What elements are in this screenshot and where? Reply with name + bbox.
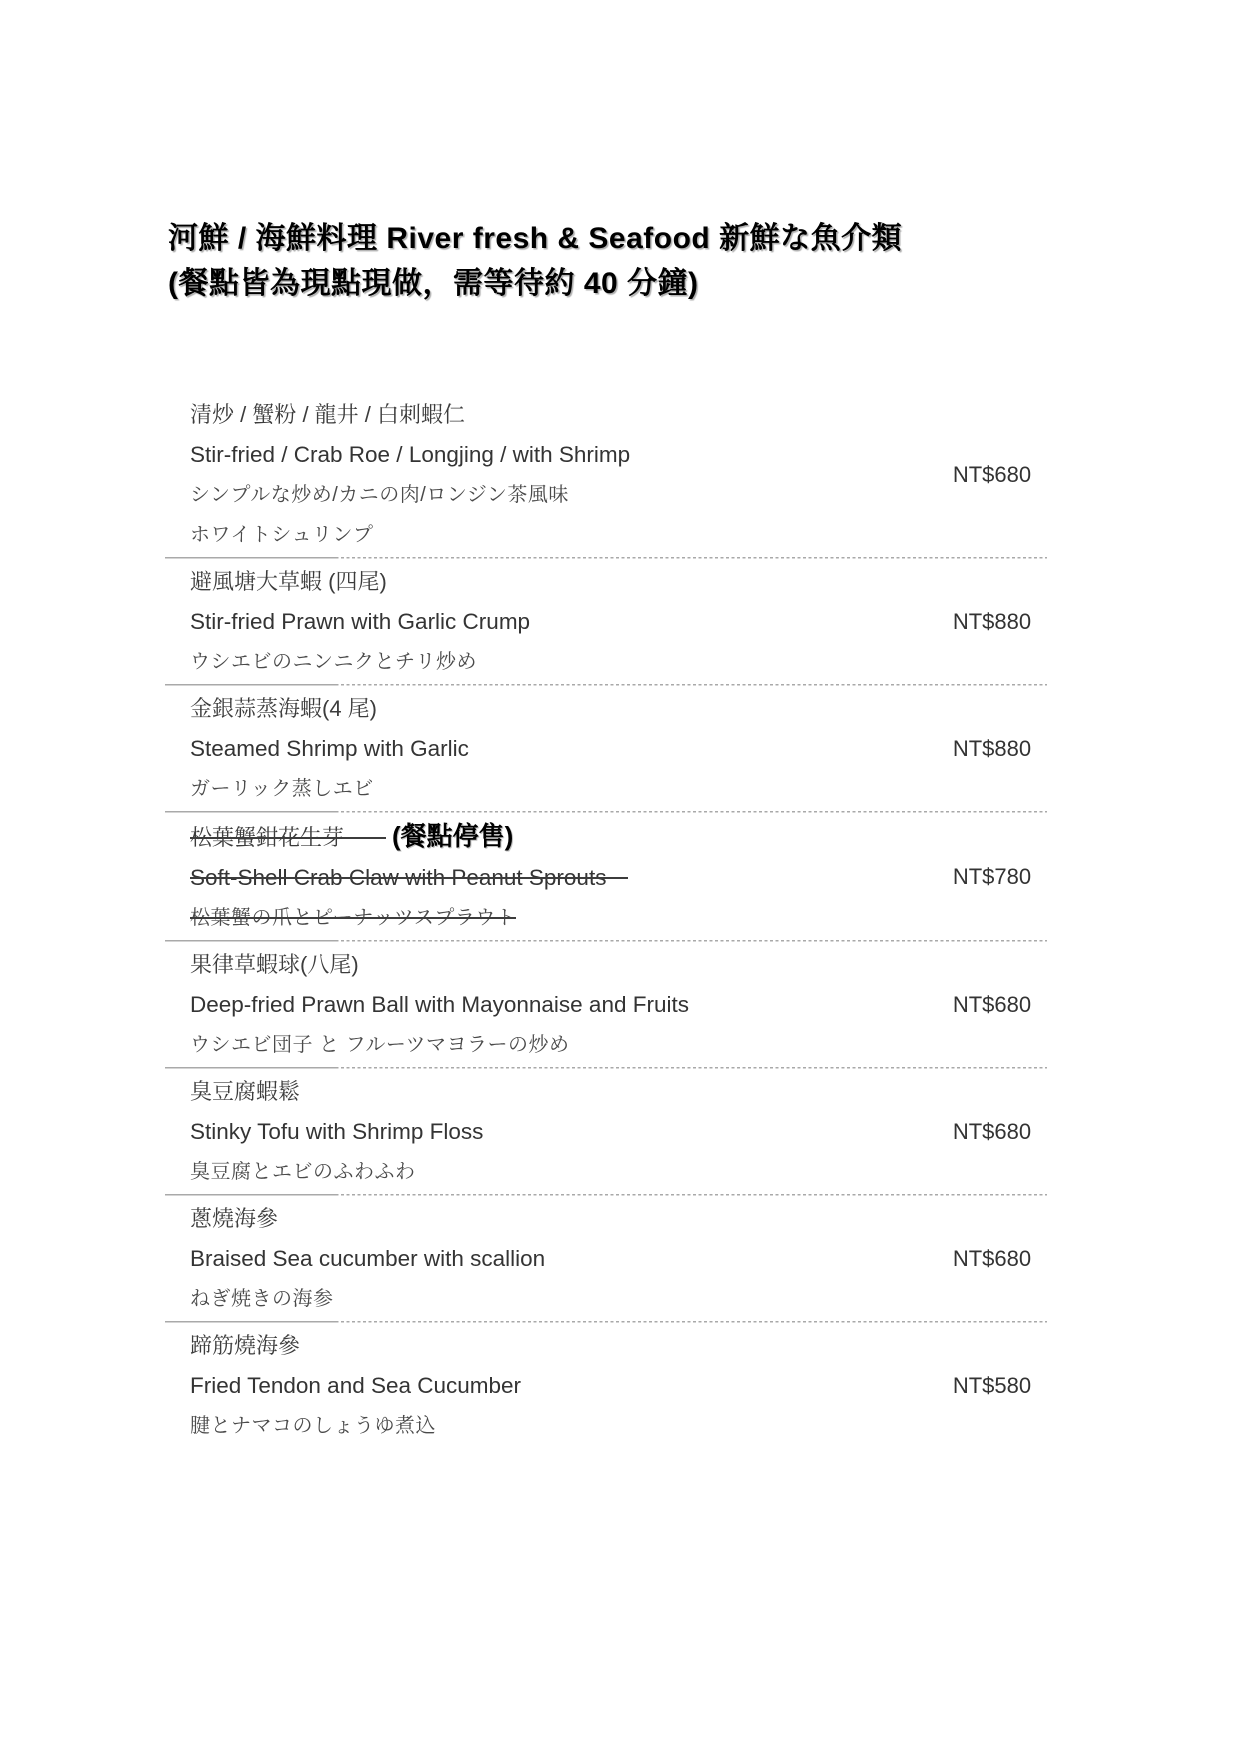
item-name-ja: 腱とナマコのしょうゆ煮込 (190, 1415, 436, 1437)
menu-item-row (165, 559, 1047, 684)
item-price: NT$580 (952, 1373, 1032, 1398)
item-name-zh-struck: 松葉蟹鉗花生芽 (190, 818, 344, 858)
page-header (168, 216, 1088, 306)
item-name-zh: 果律草蝦球(八尾) (190, 952, 359, 977)
page-title: 河鮮 / 海鮮料理 River fresh & Seafood 新鮮な魚介類 (168, 222, 903, 255)
item-name-ja: シンプルな炒め/カニの肉/ロンジン茶風味 (190, 484, 569, 506)
item-price: NT$880 (952, 609, 1032, 634)
item-name-en: Fried Tendon and Sea Cucumber (190, 1373, 522, 1398)
item-name-zh: 臭豆腐蝦鬆 (190, 1079, 301, 1104)
item-name-en (190, 858, 937, 898)
menu-item-row (165, 1196, 1047, 1321)
menu-item-row (165, 942, 1047, 1067)
item-text-block (190, 1199, 937, 1319)
item-text-block (190, 816, 937, 938)
menu-item-row (165, 686, 1047, 811)
item-text-block (190, 395, 937, 555)
item-name-en: Steamed Shrimp with Garlic (190, 736, 469, 761)
item-name-zh: 蔥燒海參 (190, 1206, 279, 1231)
item-name-en: Stir-fried Prawn with Garlic Crump (190, 609, 531, 634)
menu-item-row (165, 813, 1047, 940)
item-price: NT$680 (952, 1119, 1032, 1144)
item-text-block (190, 1326, 937, 1446)
menu-item-row (165, 392, 1047, 557)
item-name-ja (190, 898, 937, 938)
item-name-en: Stinky Tofu with Shrimp Floss (190, 1119, 484, 1144)
item-text-block (190, 562, 937, 682)
item-text-block (190, 1072, 937, 1192)
item-name-zh (190, 816, 937, 858)
menu-item-row (165, 1323, 1047, 1448)
item-name-zh: 金銀蒜蒸海蝦(4 尾) (190, 696, 378, 721)
item-name-ja: ウシエビのニンニクとチリ炒め (190, 651, 477, 673)
item-name-en: Braised Sea cucumber with scallion (190, 1246, 546, 1271)
item-name-ja: ホワイトシュリンプ (190, 524, 374, 546)
item-price: NT$780 (952, 864, 1032, 889)
menu-item-row (165, 1069, 1047, 1194)
item-name-ja-struck: 松葉蟹の爪とピーナッツスプラウト (190, 898, 516, 938)
item-name-en: Deep-fried Prawn Ball with Mayonnaise and Fruits (190, 992, 689, 1017)
menu-list (165, 392, 1047, 1448)
item-price: NT$680 (952, 1246, 1032, 1271)
item-name-ja: ガーリック蒸しエビ (190, 778, 374, 800)
item-price: NT$880 (952, 736, 1032, 761)
item-name-zh: 蹄筋燒海參 (190, 1333, 301, 1358)
item-name-en-struck: Soft-Shell Crab Claw with Peanut Sprouts (190, 858, 606, 898)
item-price: NT$680 (952, 992, 1032, 1017)
item-text-block (190, 689, 937, 809)
page-subtitle: (餐點皆為現點現做，需等待約 40 分鐘) (168, 267, 699, 300)
item-name-en: Stir-fried / Crab Roe / Longjing / with Shrimp (190, 442, 631, 467)
item-name-ja: ウシエビ団子 と フルーツマヨラーの炒め (190, 1034, 570, 1056)
item-name-ja: ねぎ焼きの海参 (190, 1288, 334, 1310)
item-name-zh: 清炒 / 蟹粉 / 龍井 / 白刺蝦仁 (190, 402, 466, 427)
sold-out-note: (餐點停售) (392, 821, 514, 851)
item-name-ja: 臭豆腐とエビのふわふわ (190, 1161, 416, 1183)
item-name-zh: 避風塘大草蝦 (四尾) (190, 569, 387, 594)
item-text-block (190, 945, 937, 1065)
item-price: NT$680 (952, 462, 1032, 487)
